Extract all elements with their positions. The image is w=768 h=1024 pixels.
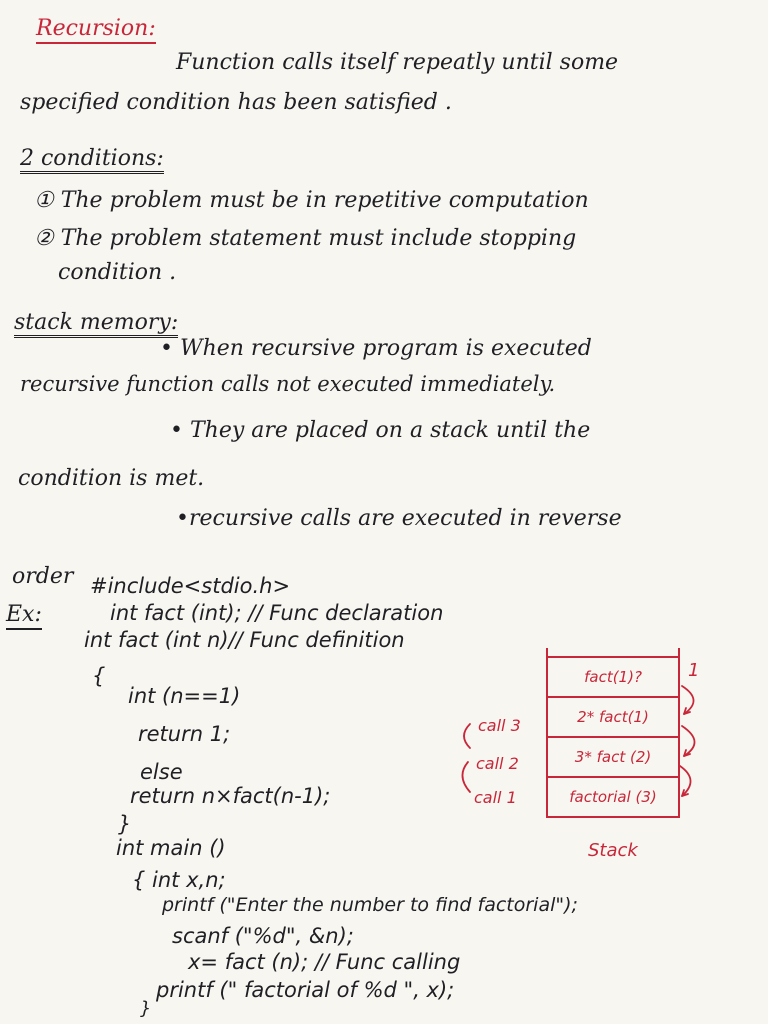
- code-else: else: [140, 760, 183, 784]
- code-brace-close-1: }: [118, 812, 132, 836]
- return-arrow-2: [682, 726, 695, 756]
- code-if: int (n==1): [128, 684, 241, 708]
- definition-line-1: Function calls itself repeatly until some: [176, 50, 619, 75]
- conditions-heading: 2 conditions:: [20, 148, 164, 174]
- return-arrow-1: [682, 686, 694, 714]
- condition-1: ① The problem must be in repetitive computation: [34, 188, 589, 213]
- stack-paragraph-1a: • When recursive program is executed: [160, 336, 592, 361]
- code-definition: int fact (int n)// Func definition: [84, 628, 405, 652]
- stack-row-4: factorial (3): [548, 776, 678, 816]
- stack-paragraph-1b: recursive function calls not executed immediately.: [20, 372, 556, 396]
- stack-paragraph-3a: •recursive calls are executed in reverse: [176, 506, 622, 531]
- stack-side-mark: 1: [688, 660, 700, 681]
- code-brace-close-2: }: [140, 998, 152, 1019]
- code-return-2: return n×fact(n-1);: [130, 784, 331, 808]
- condition-2-continued: condition .: [58, 260, 177, 285]
- stack-row-3: 3* fact (2): [548, 736, 678, 776]
- code-brace-open-1: {: [92, 664, 106, 688]
- stack-row-2: 2* fact(1): [548, 696, 678, 736]
- call-2-label: call 2: [476, 754, 519, 773]
- stack-paragraph-2a: • They are placed on a stack until the: [170, 418, 591, 443]
- stack-paragraph-2b: condition is met.: [18, 466, 205, 491]
- return-arrow-3: [680, 766, 691, 796]
- code-return-1: return 1;: [138, 722, 231, 746]
- call-3-label: call 3: [478, 716, 521, 735]
- call-bracket-lower: [462, 762, 470, 792]
- call-1-label: call 1: [474, 788, 517, 807]
- example-label: Ex:: [6, 604, 42, 630]
- code-include: #include<stdio.h>: [90, 574, 291, 598]
- condition-2: ② The problem statement must include stopping: [34, 226, 577, 251]
- code-declaration: int fact (int); // Func declaration: [110, 601, 444, 625]
- definition-line-2: specified condition has been satisfied .: [20, 90, 452, 115]
- code-scanf: scanf ("%d", &n);: [172, 924, 354, 948]
- code-printf-1: printf ("Enter the number to find factorial");: [162, 894, 578, 916]
- code-printf-2: printf (" factorial of %d ", x);: [156, 978, 455, 1002]
- page-title: Recursion:: [36, 18, 156, 44]
- stack-paragraph-3b: order: [12, 564, 74, 589]
- stack-memory-heading: stack memory:: [14, 312, 178, 338]
- stack-label: Stack: [588, 840, 638, 861]
- call-bracket-upper: [464, 724, 470, 748]
- stack-row-1: fact(1)?: [548, 656, 678, 696]
- code-main: int main (): [116, 836, 226, 860]
- code-assign: x= fact (n); // Func calling: [188, 950, 461, 974]
- code-brace-open-2: { int x,n;: [132, 868, 226, 892]
